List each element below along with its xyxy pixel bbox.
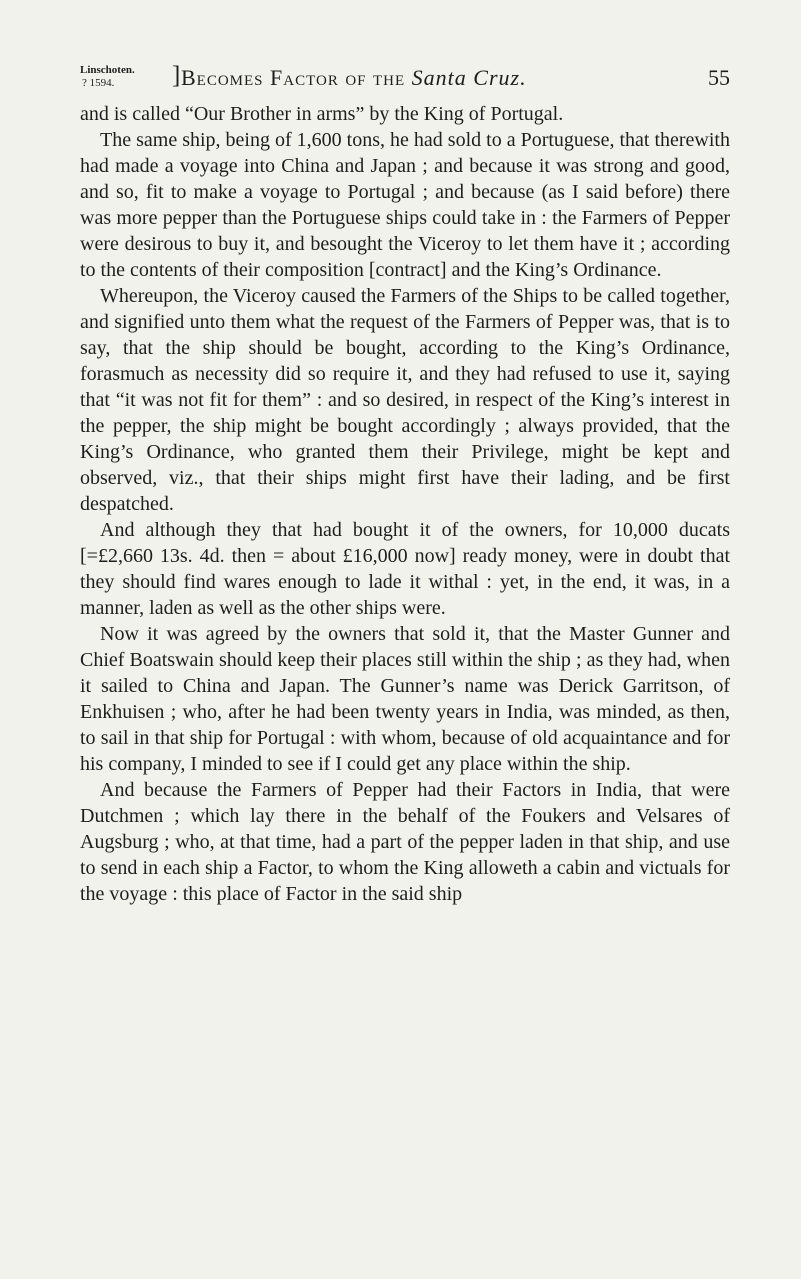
paragraph-6: And because the Farmers of Pepper had their Factors in India, that were Dutchmen ; which lay there in the behalf of the Foukers and Velsares of Augsburg ; who, at that time, had a part of the pepper laden in that ship, and use to send in each ship a Factor, to whom the King alloweth a cabin and victuals for the voyage : this place of Factor in the said ship	[80, 779, 730, 905]
margin-sidenote	[80, 64, 135, 90]
header-bracket: ]	[172, 62, 181, 89]
paragraph-3: Whereupon, the Viceroy caused the Farmers of the Ships to be called together, and signified unto them what the request of the Farmers of Pepper was, that is to say, that the ship should be bought, according to the King’s Ordinance, forasmuch as necessity did so require it, and they had refused to use it, saying that “it was not fit for them” : and so desired, in respect of the King’s interest in the pepper, the ship might be bought accordingly ; always provided, that the King’s Ordinance, who granted them their Privilege, might be kept and observed, viz., that their ships might first have their lading, and be first despatched.	[80, 285, 730, 515]
running-title	[181, 65, 527, 91]
running-title-italic: Santa Cruz.	[411, 65, 527, 90]
paragraph-5: Now it was agreed by the owners that sold it, that the Master Gunner and Chief Boatswain should keep their places still within the ship ; as they had, when it sailed to China and Japan. The Gunner’s name was Derick Garritson, of Enkhuisen ; who, after he had been twenty years in India, was minded, as then, to sail in that ship for Portugal : with whom, because of old acquaintance and for his company, I minded to see if I could get any place within the ship.	[80, 623, 730, 775]
paragraph-2: The same ship, being of 1,600 tons, he had sold to a Portuguese, that therewith had made a voyage into China and Japan ; and because it was strong and good, and so, fit to make a voyage to Portugal ; and because (as I said before) there was more pepper than the Portuguese ships could take in : the Farmers of Pepper were desirous to buy it, and besought the Viceroy to let them have it ; according to the contents of their composition [contract] and the King’s Ordinance.	[80, 129, 730, 281]
sidenote-year: ? 1594.	[82, 77, 115, 89]
paragraph-1: and is called “Our Brother in arms” by the King of Portugal.	[80, 103, 564, 125]
running-title-main: Becomes Factor of the	[181, 65, 406, 90]
body-text	[80, 101, 730, 907]
page-number: 55	[708, 65, 730, 90]
paragraph-4: And although they that had bought it of the owners, for 10,000 ducats [=£2,660 13s. 4d. then = about £16,000 now] ready money, were in doubt that they should find wares enough to lade it withal : yet, in the end, it was, in a manner, laden as well as the other ships were.	[80, 519, 730, 619]
book-page	[80, 60, 730, 907]
sidenote-author: Linschoten.	[80, 64, 135, 76]
running-head	[80, 60, 730, 100]
